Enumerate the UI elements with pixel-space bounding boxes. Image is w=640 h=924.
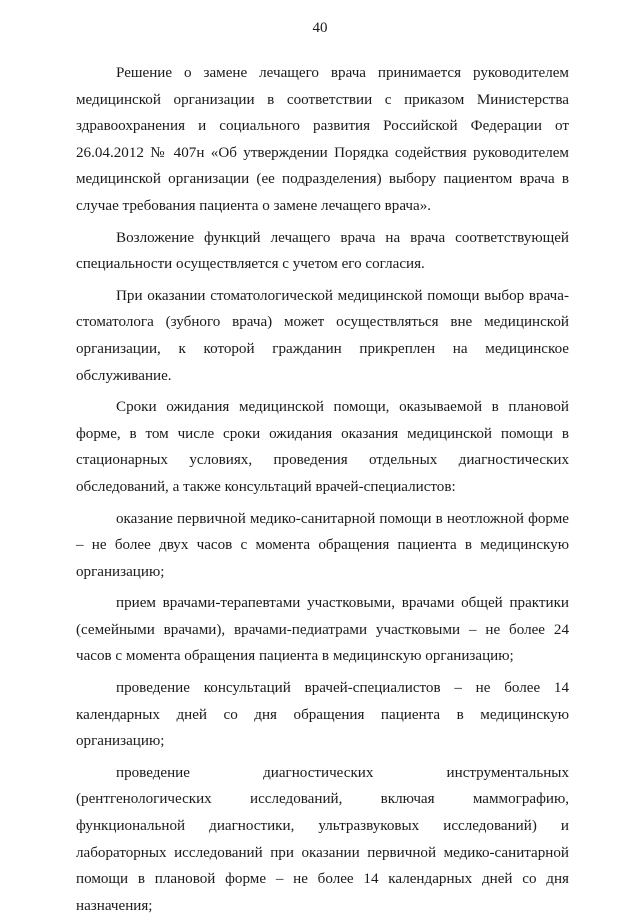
page-number: 40 [312, 20, 328, 36]
paragraph-dentist-choice: При оказании стоматологической медицинской помощи выбор врача-стоматолога (зубного врача) может осуществляться вне медицинской организации, к которой гражданин прикреплен на медицинское обслуживание. [76, 287, 569, 384]
document-body [76, 60, 569, 924]
paragraph-function-assignment: Возложение функций лечащего врача на врача соответствующей специальности осуществляется с учетом его согласия. [76, 229, 569, 273]
paragraph-specialist-consultations: проведение консультаций врачей-специалистов – не более 14 календарных дней со дня обращения пациента в медицинскую организацию; [76, 680, 569, 750]
paragraph-doctor-replacement: Решение о замене лечащего врача принимается руководителем медицинской организации в соответствии с приказом Министерства здравоохранения и социального развития Российской Федерации от 26.04.2012 № 407н «Об утверждении Порядка содействия руководителем медицинской организации (ее подразделения) выбору пациентом врача в случае требования пациента о замене лечащего врача». [76, 65, 569, 214]
paragraph-therapist-appointment: прием врачами-терапевтами участковыми, врачами общей практики (семейными врачами), врачами-педиатрами участковыми – не более 24 часов с момента обращения пациента в медицинскую организацию; [76, 595, 569, 665]
paragraph-diagnostic-tests: проведение диагностических инструментальных (рентгенологических исследований, включая маммографию, функциональной диагностики, ультразвуковых исследований) и лабораторных исследований при оказании первичной медико-санитарной помощи в плановой форме – не более 14 календарных дней со дня назначения; [76, 764, 569, 914]
paragraph-urgent-care: оказание первичной медико-санитарной помощи в неотложной форме – не более двух часов с момента обращения пациента в медицинскую организацию; [76, 510, 569, 580]
paragraph-waiting-times-intro: Сроки ожидания медицинской помощи, оказываемой в плановой форме, в том числе сроки ожидания оказания медицинской помощи в стационарных условиях, проведения отдельных диагностических обследований, а также консультаций врачей-специалистов: [76, 399, 569, 495]
